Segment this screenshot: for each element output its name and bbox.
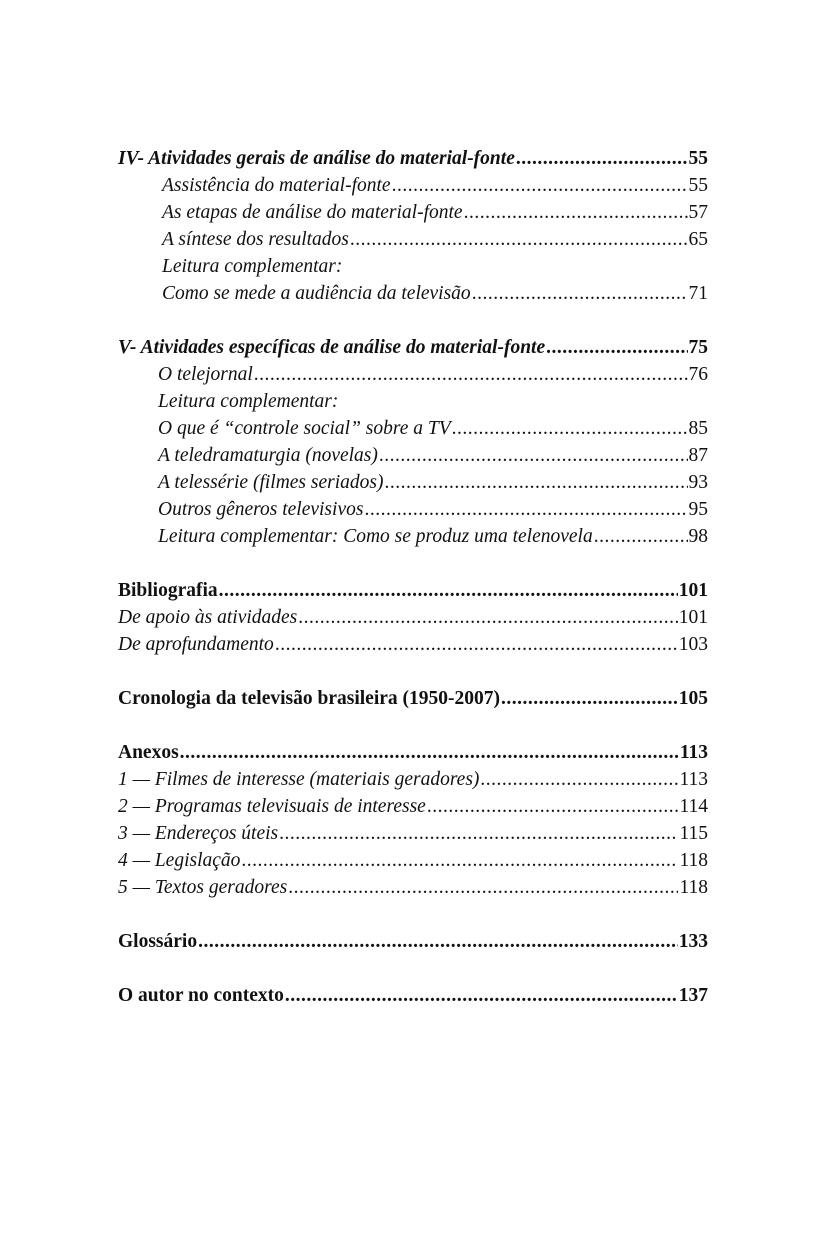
toc-entry-title: O autor no contexto [118,985,284,1006]
dot-leader [594,523,688,550]
toc-entry [118,874,708,901]
toc-entry [118,523,708,550]
dot-leader [516,145,688,172]
toc-entry-label: Leitura complementar: Como se produz uma telenovela [158,526,593,547]
toc-entry [118,226,708,253]
toc-entry [118,604,708,631]
toc-entry-section-v [118,334,708,361]
toc-entry [118,172,708,199]
toc-entry-label: A síntese dos resultados [162,229,349,250]
toc-page-number: 101 [678,607,708,628]
toc-page-number: 118 [679,850,708,871]
dot-leader [298,604,677,631]
toc-entry-label: Outros gêneros televisivos [158,499,364,520]
toc-entry [118,847,708,874]
dot-leader [501,685,678,712]
dot-leader [392,172,688,199]
toc-entry-bibliografia [118,577,708,604]
toc-entry [118,280,708,307]
toc-entry [118,361,708,388]
toc-entry [118,469,708,496]
dot-leader [427,793,679,820]
dot-leader [364,496,687,523]
toc-page-number: 57 [688,202,708,223]
toc-entry-label: Assistência do material-fonte [162,175,391,196]
dot-leader [472,280,688,307]
toc-page-number: 105 [678,688,708,709]
toc-entry [118,496,708,523]
dot-leader [350,226,688,253]
dot-leader [480,766,678,793]
toc-page-number: 118 [679,877,708,898]
dot-leader [219,577,678,604]
dot-leader [241,847,678,874]
toc-page-number: 95 [688,499,708,520]
toc-page-number: 87 [688,445,708,466]
table-of-contents [118,145,708,1009]
toc-entry-label: 1 — Filmes de interesse (materiais geradores) [118,769,480,790]
toc-entry-label: Leitura complementar: [158,391,339,412]
toc-entry-label: De aprofundamento [118,634,274,655]
toc-entry-heading [118,388,708,415]
toc-entry-title: IV- Atividades gerais de análise do material-fonte [118,148,515,169]
toc-entry-title: Bibliografia [118,580,218,601]
toc-page-number: 115 [679,823,708,844]
toc-entry-label: Leitura complementar: [162,256,343,277]
toc-page-number: 55 [688,175,708,196]
toc-page-number: 65 [688,229,708,250]
toc-entry-anexos [118,739,708,766]
toc-page-number: 76 [688,364,708,385]
dot-leader [546,334,687,361]
dot-leader [379,442,688,469]
toc-entry-title: Glossário [118,931,198,952]
toc-page-number: 55 [688,148,708,169]
toc-page-number: 137 [678,985,708,1006]
toc-entry [118,631,708,658]
dot-leader [180,739,679,766]
toc-entry [118,199,708,226]
toc-entry-autor [118,982,708,1009]
toc-entry-cronologia [118,685,708,712]
toc-page-number: 98 [688,526,708,547]
toc-page-number: 75 [688,337,708,358]
toc-page-number: 93 [688,472,708,493]
dot-leader [288,874,678,901]
toc-entry-label: As etapas de análise do material-fonte [162,202,463,223]
toc-entry [118,820,708,847]
toc-entry-title: Cronologia da televisão brasileira (1950-2007) [118,688,501,709]
toc-entry-label: 4 — Legislação [118,850,241,871]
toc-page-number: 113 [679,769,708,790]
toc-entry-section-iv [118,145,708,172]
toc-entry-label: A teledramaturgia (novelas) [158,445,378,466]
toc-entry [118,415,708,442]
toc-entry-label: 5 — Textos geradores [118,877,288,898]
dot-leader [285,982,678,1009]
toc-page-number: 114 [679,796,708,817]
toc-entry-title: Anexos [118,742,179,763]
dot-leader [275,631,678,658]
toc-entry-title: V- Atividades específicas de análise do material-fonte [118,337,546,358]
toc-entry-label: De apoio às atividades [118,607,298,628]
toc-page-number: 133 [678,931,708,952]
toc-entry [118,793,708,820]
toc-entry-label: A telessérie (filmes seriados) [158,472,384,493]
toc-page-number: 85 [688,418,708,439]
toc-entry [118,766,708,793]
toc-page-number: 113 [679,742,708,763]
toc-entry [118,442,708,469]
toc-page-number: 101 [678,580,708,601]
dot-leader [198,928,678,955]
dot-leader [452,415,688,442]
toc-entry-label: O telejornal [158,364,253,385]
toc-entry-label: O que é “controle social” sobre a TV [158,418,451,439]
dot-leader [279,820,678,847]
toc-entry-heading [118,253,708,280]
toc-entry-label: Como se mede a audiência da televisão [162,283,471,304]
dot-leader [464,199,688,226]
toc-page-number: 71 [688,283,708,304]
toc-page-number: 103 [678,634,708,655]
dot-leader [254,361,688,388]
toc-entry-glossario [118,928,708,955]
toc-entry-label: 2 — Programas televisuais de interesse [118,796,426,817]
toc-entry-label: 3 — Endereços úteis [118,823,279,844]
dot-leader [384,469,687,496]
